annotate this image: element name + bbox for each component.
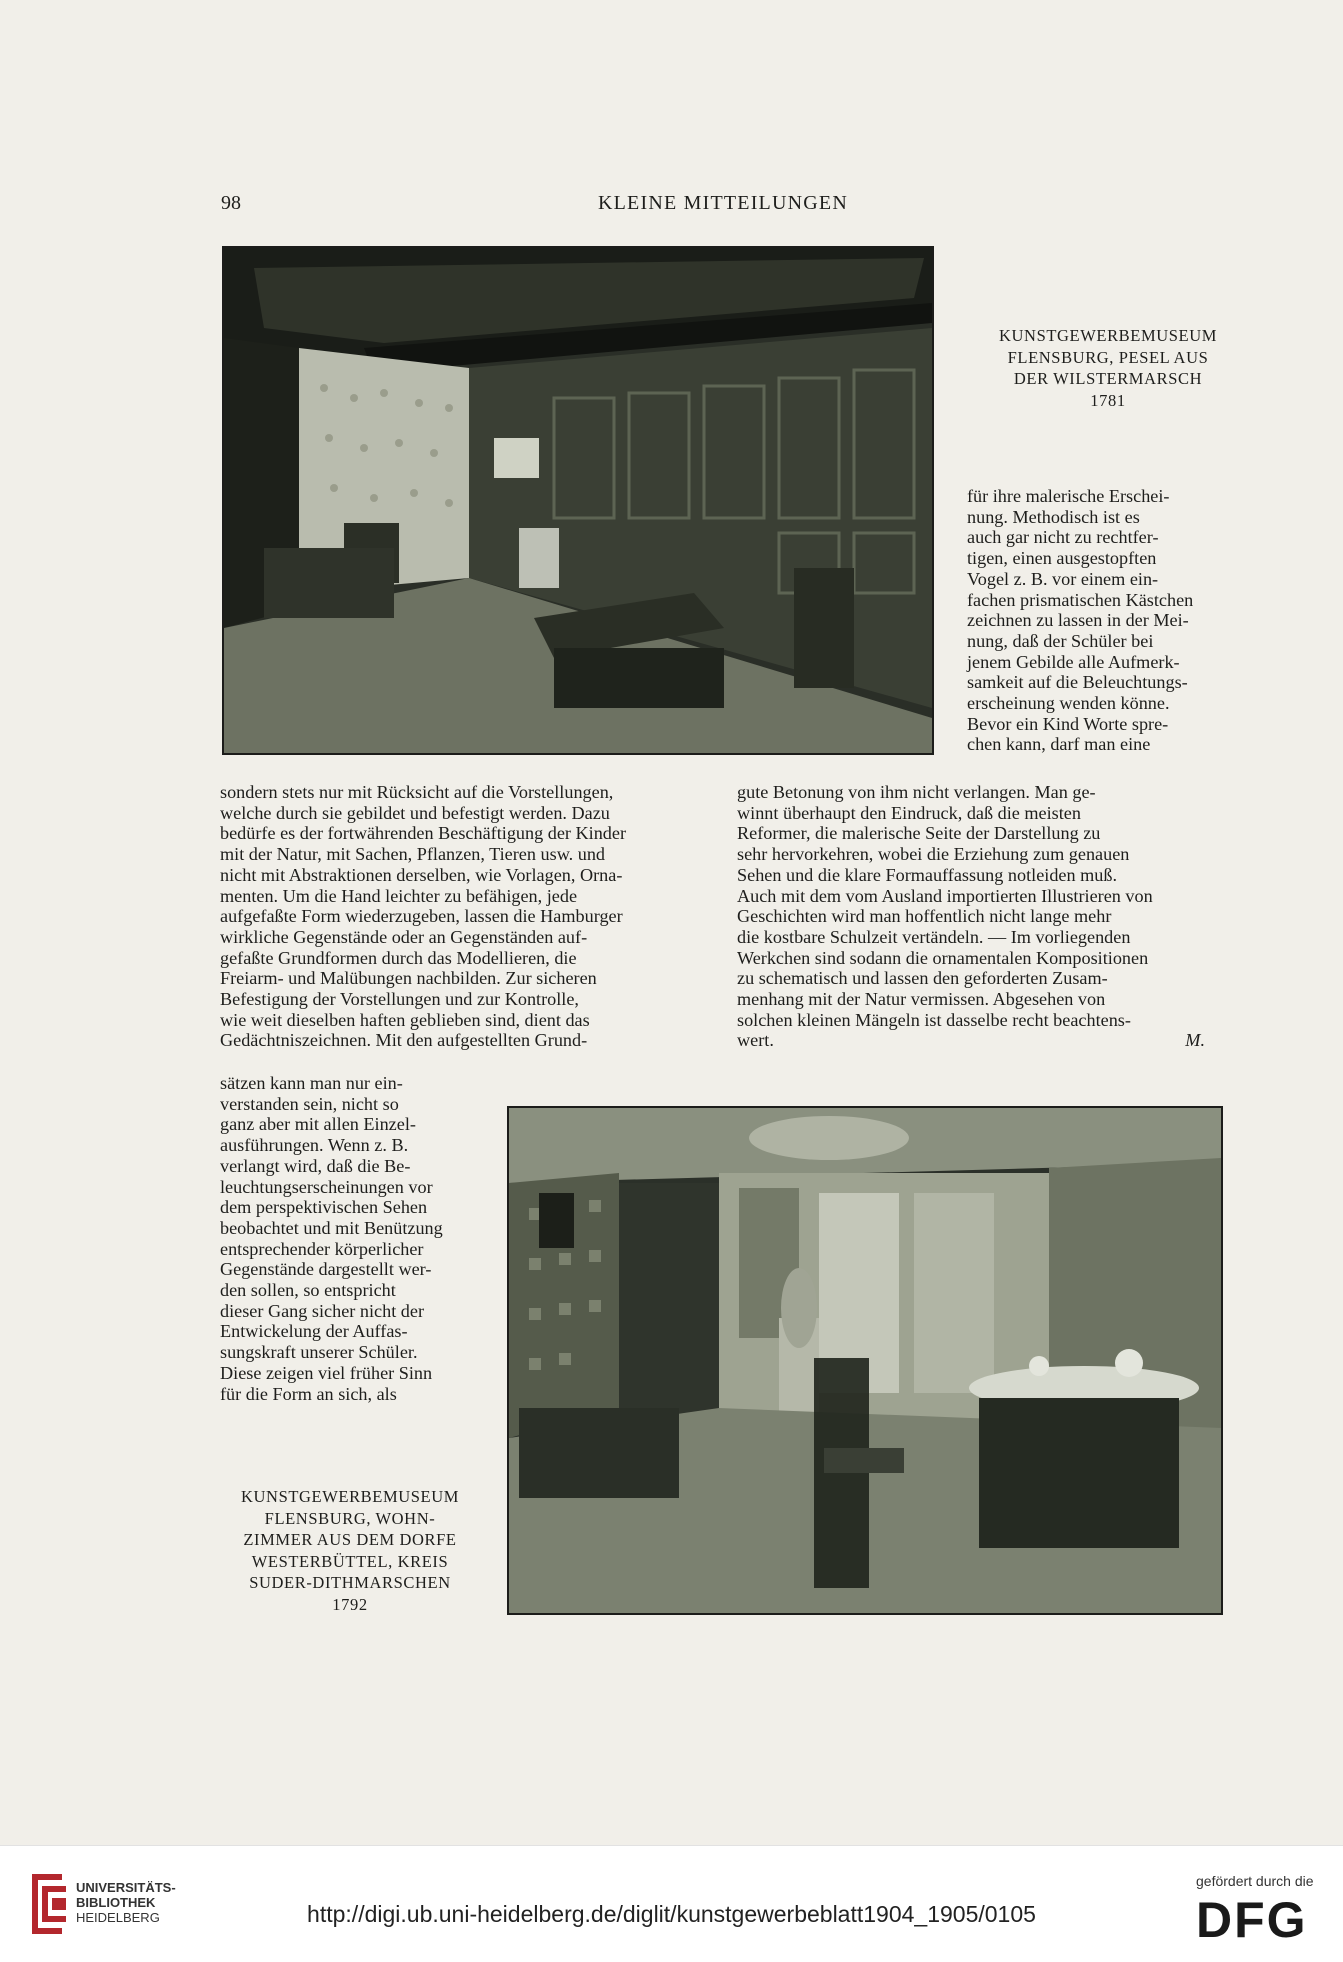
permalink-url[interactable]: http://digi.ub.uni-heidelberg.de/diglit/kunstgewerbeblatt1904_1905/0105: [307, 1901, 1036, 1927]
text-line: zeichnen zu lassen in der Mei-: [967, 610, 1189, 631]
library-name-line1: UNIVERSITÄTS-: [76, 1880, 176, 1895]
text-line: jenem Gebilde alle Aufmerk-: [967, 651, 1180, 672]
caption-bottom-line: WESTERBÜTTEL, KREIS: [251, 1551, 449, 1571]
text-line: verlangt wird, daß die Be-: [220, 1155, 411, 1176]
text-line: nicht mit Abstraktionen derselben, wie Vorlagen, Orna-: [220, 864, 623, 885]
author-signature: M.: [1185, 1030, 1205, 1051]
text-line: menten. Um die Hand leichter zu befähigen, jede: [220, 885, 578, 906]
text-line: die kostbare Schulzeit vertändeln. — Im vorliegenden: [737, 926, 1131, 947]
text-line: tigen, einen ausgestopften: [967, 548, 1157, 569]
text-line: aufgefaßte Form wiederzugeben, lassen die Hamburger: [220, 906, 623, 927]
text-line: solchen kleinen Mängeln ist dasselbe recht beachtens-: [737, 1009, 1131, 1030]
text-line: wie weit dieselben haften geblieben sind, dient das: [220, 1009, 590, 1030]
text-line: gefaßte Grundformen durch das Modellieren, die: [220, 947, 577, 968]
text-line: Bevor ein Kind Worte spre-: [967, 713, 1169, 734]
text-line: Freiarm- und Malübungen nachbilden. Zur sicheren: [220, 968, 597, 989]
text-line: zu schematisch und lassen den geforderten Zusam-: [737, 968, 1108, 989]
running-title: KLEINE MITTEILUNGEN: [598, 192, 848, 214]
text-line-last: [737, 1030, 1227, 1051]
photo-wohnzimmer-image: [509, 1108, 1221, 1613]
text-line: Entwickelung der Auffas-: [220, 1321, 408, 1342]
caption-bottom: [210, 1486, 490, 1615]
caption-top-line: DER WILSTERMARSCH: [1013, 369, 1203, 388]
text-line: Auch mit dem vom Ausland importierten Illustrieren von: [737, 885, 1153, 906]
caption-top-year: 1781: [1090, 390, 1126, 410]
text-line: auch gar nicht zu rechtfer-: [967, 527, 1159, 548]
text-right-lower: [737, 782, 1227, 1051]
text-line: winnt überhaupt den Eindruck, daß die meisten: [737, 802, 1081, 823]
text-line: Werkchen sind sodann die ornamentalen Kompositionen: [737, 947, 1149, 968]
text-line: mit der Natur, mit Sachen, Pflanzen, Tieren usw. und: [220, 844, 606, 865]
caption-top: [958, 325, 1258, 411]
text-line: Diese zeigen viel früher Sinn: [220, 1362, 433, 1383]
text-left-narrow: [220, 1073, 481, 1404]
library-name-line2: BIBLIOTHEK: [76, 1895, 156, 1910]
text-line: für ihre malerische Erschei-: [967, 486, 1170, 506]
text-final-word: wert.: [737, 1030, 774, 1051]
caption-bottom-line: FLENSBURG, WOHN-: [264, 1508, 436, 1528]
text-line: Gedächtniszeichnen. Mit den aufgestellten Grund-: [220, 1030, 588, 1051]
text-line: ganz aber mit allen Einzel-: [220, 1114, 416, 1135]
text-line: samkeit auf die Beleuchtungs-: [967, 672, 1188, 693]
caption-top-line: FLENSBURG, PESEL AUS: [1007, 347, 1209, 367]
text-right-upper: [967, 486, 1228, 755]
text-left-column: [220, 782, 710, 1051]
text-line: menhang mit der Natur vermissen. Abgesehen von: [737, 989, 1106, 1010]
text-line: beobachtet und mit Benützung: [220, 1217, 443, 1238]
text-line: entsprechender körperlicher: [220, 1238, 424, 1259]
text-line: Sehen und die klare Formauffassung notleiden muß.: [737, 864, 1118, 885]
text-line: Vogel z. B. vor einem ein-: [967, 568, 1159, 589]
text-line: leuchtungserscheinungen vor: [220, 1176, 433, 1197]
text-line: bedürfe es der fortwährenden Beschäftigung der Kinder: [220, 823, 627, 844]
photo-pesel-wilstermarsch: [222, 246, 934, 755]
text-line: erscheinung wenden könne.: [967, 693, 1170, 714]
text-line: Befestigung der Vorstellungen und zur Kontrolle,: [220, 989, 579, 1010]
text-line: dem perspektivischen Sehen: [220, 1197, 428, 1218]
caption-top-line: KUNSTGEWERBEMUSEUM: [999, 326, 1217, 345]
text-line: dieser Gang sicher nicht der: [220, 1300, 425, 1321]
text-line: verstanden sein, nicht so: [220, 1093, 399, 1114]
text-line: sätzen kann man nur ein-: [220, 1073, 403, 1093]
text-line: Gegenstände dargestellt wer-: [220, 1259, 432, 1280]
text-line: Geschichten wird man hoffentlich nicht lange mehr: [737, 906, 1112, 927]
photo-wohnzimmer-westerbuettel: [507, 1106, 1223, 1615]
caption-bottom-year: 1792: [332, 1594, 368, 1614]
text-line: welche durch sie gebildet und befestigt werden. Dazu: [220, 802, 610, 823]
text-line: sondern stets nur mit Rücksicht auf die Vorstellungen,: [220, 782, 614, 802]
text-line: für die Form an sich, als: [220, 1383, 397, 1404]
photo-pesel-image: [224, 248, 932, 753]
caption-bottom-line: KUNSTGEWERBEMUSEUM: [241, 1487, 459, 1506]
page-number: 98: [221, 192, 241, 214]
caption-bottom-line: SUDER-DITHMARSCHEN: [249, 1573, 451, 1592]
text-line: gute Betonung von ihm nicht verlangen. Man ge-: [737, 782, 1096, 802]
text-line: den sollen, so entspricht: [220, 1280, 396, 1301]
text-line: nung, daß der Schüler bei: [967, 630, 1154, 651]
dfg-logo: DFG: [1196, 1892, 1308, 1948]
text-line: nung. Methodisch ist es: [967, 506, 1140, 527]
text-line: wirkliche Gegenstände oder an Gegenständen auf-: [220, 926, 588, 947]
text-line: fachen prismatischen Kästchen: [967, 589, 1194, 610]
funding-note: gefördert durch die: [1196, 1873, 1314, 1889]
library-name-line3: HEIDELBERG: [76, 1910, 160, 1925]
text-line: chen kann, darf man eine: [967, 734, 1151, 755]
text-line: sehr hervorkehren, wobei die Erziehung zum genauen: [737, 844, 1130, 865]
text-line: ausführungen. Wenn z. B.: [220, 1135, 409, 1156]
text-line: Reformer, die malerische Seite der Darstellung zu: [737, 823, 1101, 844]
caption-bottom-line: ZIMMER AUS DEM DORFE: [243, 1530, 457, 1549]
text-line: sungskraft unserer Schüler.: [220, 1342, 418, 1363]
